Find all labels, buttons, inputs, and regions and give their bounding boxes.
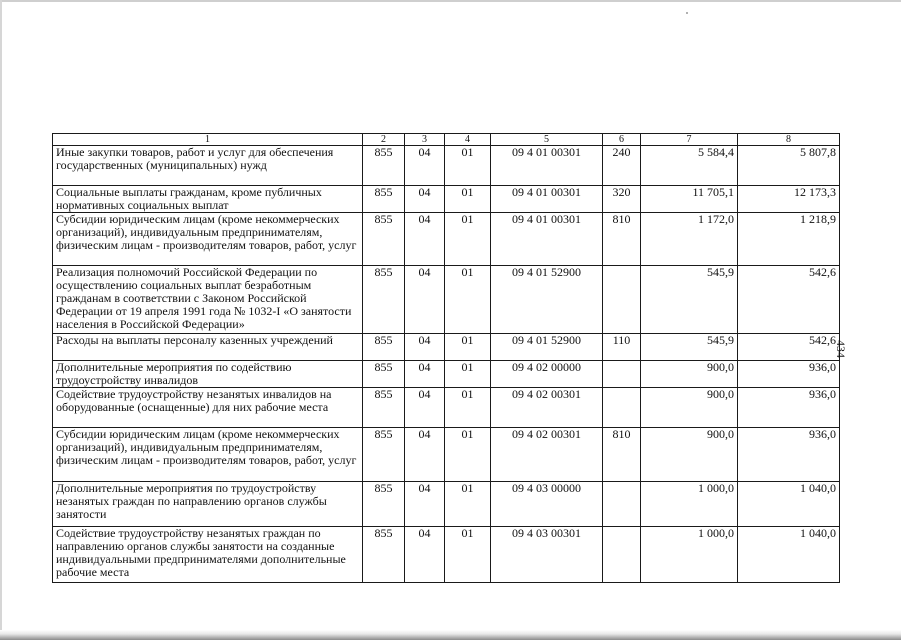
amount-year2-cell: 936,0 — [738, 361, 840, 388]
column-header: 4 — [445, 134, 491, 146]
ministry-code-cell: 855 — [363, 428, 405, 482]
scan-bottom-edge — [0, 630, 901, 640]
subsection-cell: 01 — [445, 146, 491, 186]
expense-type-cell — [603, 266, 641, 334]
expense-type-cell: 320 — [603, 186, 641, 213]
amount-year1-cell: 545,9 — [641, 266, 738, 334]
expense-type-cell — [603, 527, 641, 583]
subsection-cell: 01 — [445, 388, 491, 428]
column-header: 2 — [363, 134, 405, 146]
expense-type-cell: 110 — [603, 334, 641, 361]
table-row — [53, 388, 840, 428]
row-name-cell: Содействие трудоустройству незанятых граждан по направлению органов службы занятости на созданные индивидуальными предпринимателями дополнительные рабочие места — [53, 527, 363, 583]
column-header: 8 — [738, 134, 840, 146]
section-cell: 04 — [405, 482, 445, 527]
table-row — [53, 213, 840, 266]
ministry-code-cell: 855 — [363, 186, 405, 213]
column-header: 3 — [405, 134, 445, 146]
row-name-cell: Расходы на выплаты персоналу казенных учреждений — [53, 334, 363, 361]
table-row — [53, 334, 840, 361]
amount-year1-cell: 900,0 — [641, 361, 738, 388]
ministry-code-cell: 855 — [363, 361, 405, 388]
section-cell: 04 — [405, 428, 445, 482]
amount-year2-cell: 1 040,0 — [738, 527, 840, 583]
subsection-cell: 01 — [445, 186, 491, 213]
scan-speck — [686, 12, 688, 14]
amount-year2-cell: 936,0 — [738, 388, 840, 428]
table-row — [53, 146, 840, 186]
amount-year1-cell: 11 705,1 — [641, 186, 738, 213]
subsection-cell: 01 — [445, 266, 491, 334]
table-row — [53, 482, 840, 527]
target-article-cell: 09 4 01 00301 — [491, 146, 603, 186]
expense-type-cell: 810 — [603, 213, 641, 266]
amount-year1-cell: 545,9 — [641, 334, 738, 361]
ministry-code-cell: 855 — [363, 213, 405, 266]
ministry-code-cell: 855 — [363, 146, 405, 186]
row-name-cell: Социальные выплаты гражданам, кроме публичных нормативных социальных выплат — [53, 186, 363, 213]
amount-year2-cell: 1 218,9 — [738, 213, 840, 266]
section-cell: 04 — [405, 361, 445, 388]
amount-year2-cell: 936,0 — [738, 428, 840, 482]
expense-type-cell — [603, 361, 641, 388]
target-article-cell: 09 4 01 52900 — [491, 266, 603, 334]
column-header: 6 — [603, 134, 641, 146]
section-cell: 04 — [405, 527, 445, 583]
row-name-cell: Дополнительные мероприятия по трудоустройству незанятых граждан по направлению органов службы занятости — [53, 482, 363, 527]
ministry-code-cell: 855 — [363, 266, 405, 334]
table-row — [53, 428, 840, 482]
amount-year2-cell: 12 173,3 — [738, 186, 840, 213]
target-article-cell: 09 4 01 00301 — [491, 186, 603, 213]
target-article-cell: 09 4 01 00301 — [491, 213, 603, 266]
subsection-cell: 01 — [445, 334, 491, 361]
amount-year2-cell: 542,6 — [738, 266, 840, 334]
column-header: 1 — [53, 134, 363, 146]
row-name-cell: Иные закупки товаров, работ и услуг для обеспечения государственных (муниципальных) нужд — [53, 146, 363, 186]
page-number: 434 — [834, 340, 848, 358]
scan-left-edge — [0, 0, 2, 640]
row-name-cell: Реализация полномочий Российской Федерации по осуществлению социальных выплат безработным гражданам в соответствии с Законом Российской Федерации от 19 апреля 1991 года № 1032-I «О занятости населения в Российской Федерации» — [53, 266, 363, 334]
column-header: 5 — [491, 134, 603, 146]
amount-year2-cell: 5 807,8 — [738, 146, 840, 186]
target-article-cell: 09 4 02 00301 — [491, 428, 603, 482]
amount-year1-cell: 1 000,0 — [641, 482, 738, 527]
row-name-cell: Дополнительные мероприятия по содействию трудоустройству инвалидов — [53, 361, 363, 388]
ministry-code-cell: 855 — [363, 482, 405, 527]
amount-year1-cell: 900,0 — [641, 388, 738, 428]
ministry-code-cell: 855 — [363, 334, 405, 361]
section-cell: 04 — [405, 213, 445, 266]
row-name-cell: Содействие трудоустройству незанятых инвалидов на оборудованные (оснащенные) для них рабочие места — [53, 388, 363, 428]
budget-table — [52, 133, 840, 583]
subsection-cell: 01 — [445, 527, 491, 583]
table-row — [53, 266, 840, 334]
subsection-cell: 01 — [445, 213, 491, 266]
expense-type-cell — [603, 482, 641, 527]
section-cell: 04 — [405, 186, 445, 213]
target-article-cell: 09 4 03 00301 — [491, 527, 603, 583]
table-row — [53, 527, 840, 583]
expense-type-cell — [603, 388, 641, 428]
expense-type-cell: 240 — [603, 146, 641, 186]
ministry-code-cell: 855 — [363, 527, 405, 583]
ministry-code-cell: 855 — [363, 388, 405, 428]
table-header-row — [53, 134, 840, 146]
section-cell: 04 — [405, 266, 445, 334]
section-cell: 04 — [405, 334, 445, 361]
subsection-cell: 01 — [445, 361, 491, 388]
column-header: 7 — [641, 134, 738, 146]
section-cell: 04 — [405, 146, 445, 186]
target-article-cell: 09 4 01 52900 — [491, 334, 603, 361]
table-row — [53, 361, 840, 388]
target-article-cell: 09 4 03 00000 — [491, 482, 603, 527]
subsection-cell: 01 — [445, 428, 491, 482]
amount-year1-cell: 1 000,0 — [641, 527, 738, 583]
amount-year2-cell: 1 040,0 — [738, 482, 840, 527]
subsection-cell: 01 — [445, 482, 491, 527]
target-article-cell: 09 4 02 00000 — [491, 361, 603, 388]
expense-type-cell: 810 — [603, 428, 641, 482]
amount-year2-cell: 542,6 — [738, 334, 840, 361]
row-name-cell: Субсидии юридическим лицам (кроме некоммерческих организаций), индивидуальным предпринимателям, физическим лицам - производителям товаров, работ, услуг — [53, 428, 363, 482]
target-article-cell: 09 4 02 00301 — [491, 388, 603, 428]
section-cell: 04 — [405, 388, 445, 428]
amount-year1-cell: 1 172,0 — [641, 213, 738, 266]
table-row — [53, 186, 840, 213]
scan-top-edge — [0, 0, 901, 2]
amount-year1-cell: 900,0 — [641, 428, 738, 482]
amount-year1-cell: 5 584,4 — [641, 146, 738, 186]
row-name-cell: Субсидии юридическим лицам (кроме некоммерческих организаций), индивидуальным предпринимателям, физическим лицам - производителям товаров, работ, услуг — [53, 213, 363, 266]
